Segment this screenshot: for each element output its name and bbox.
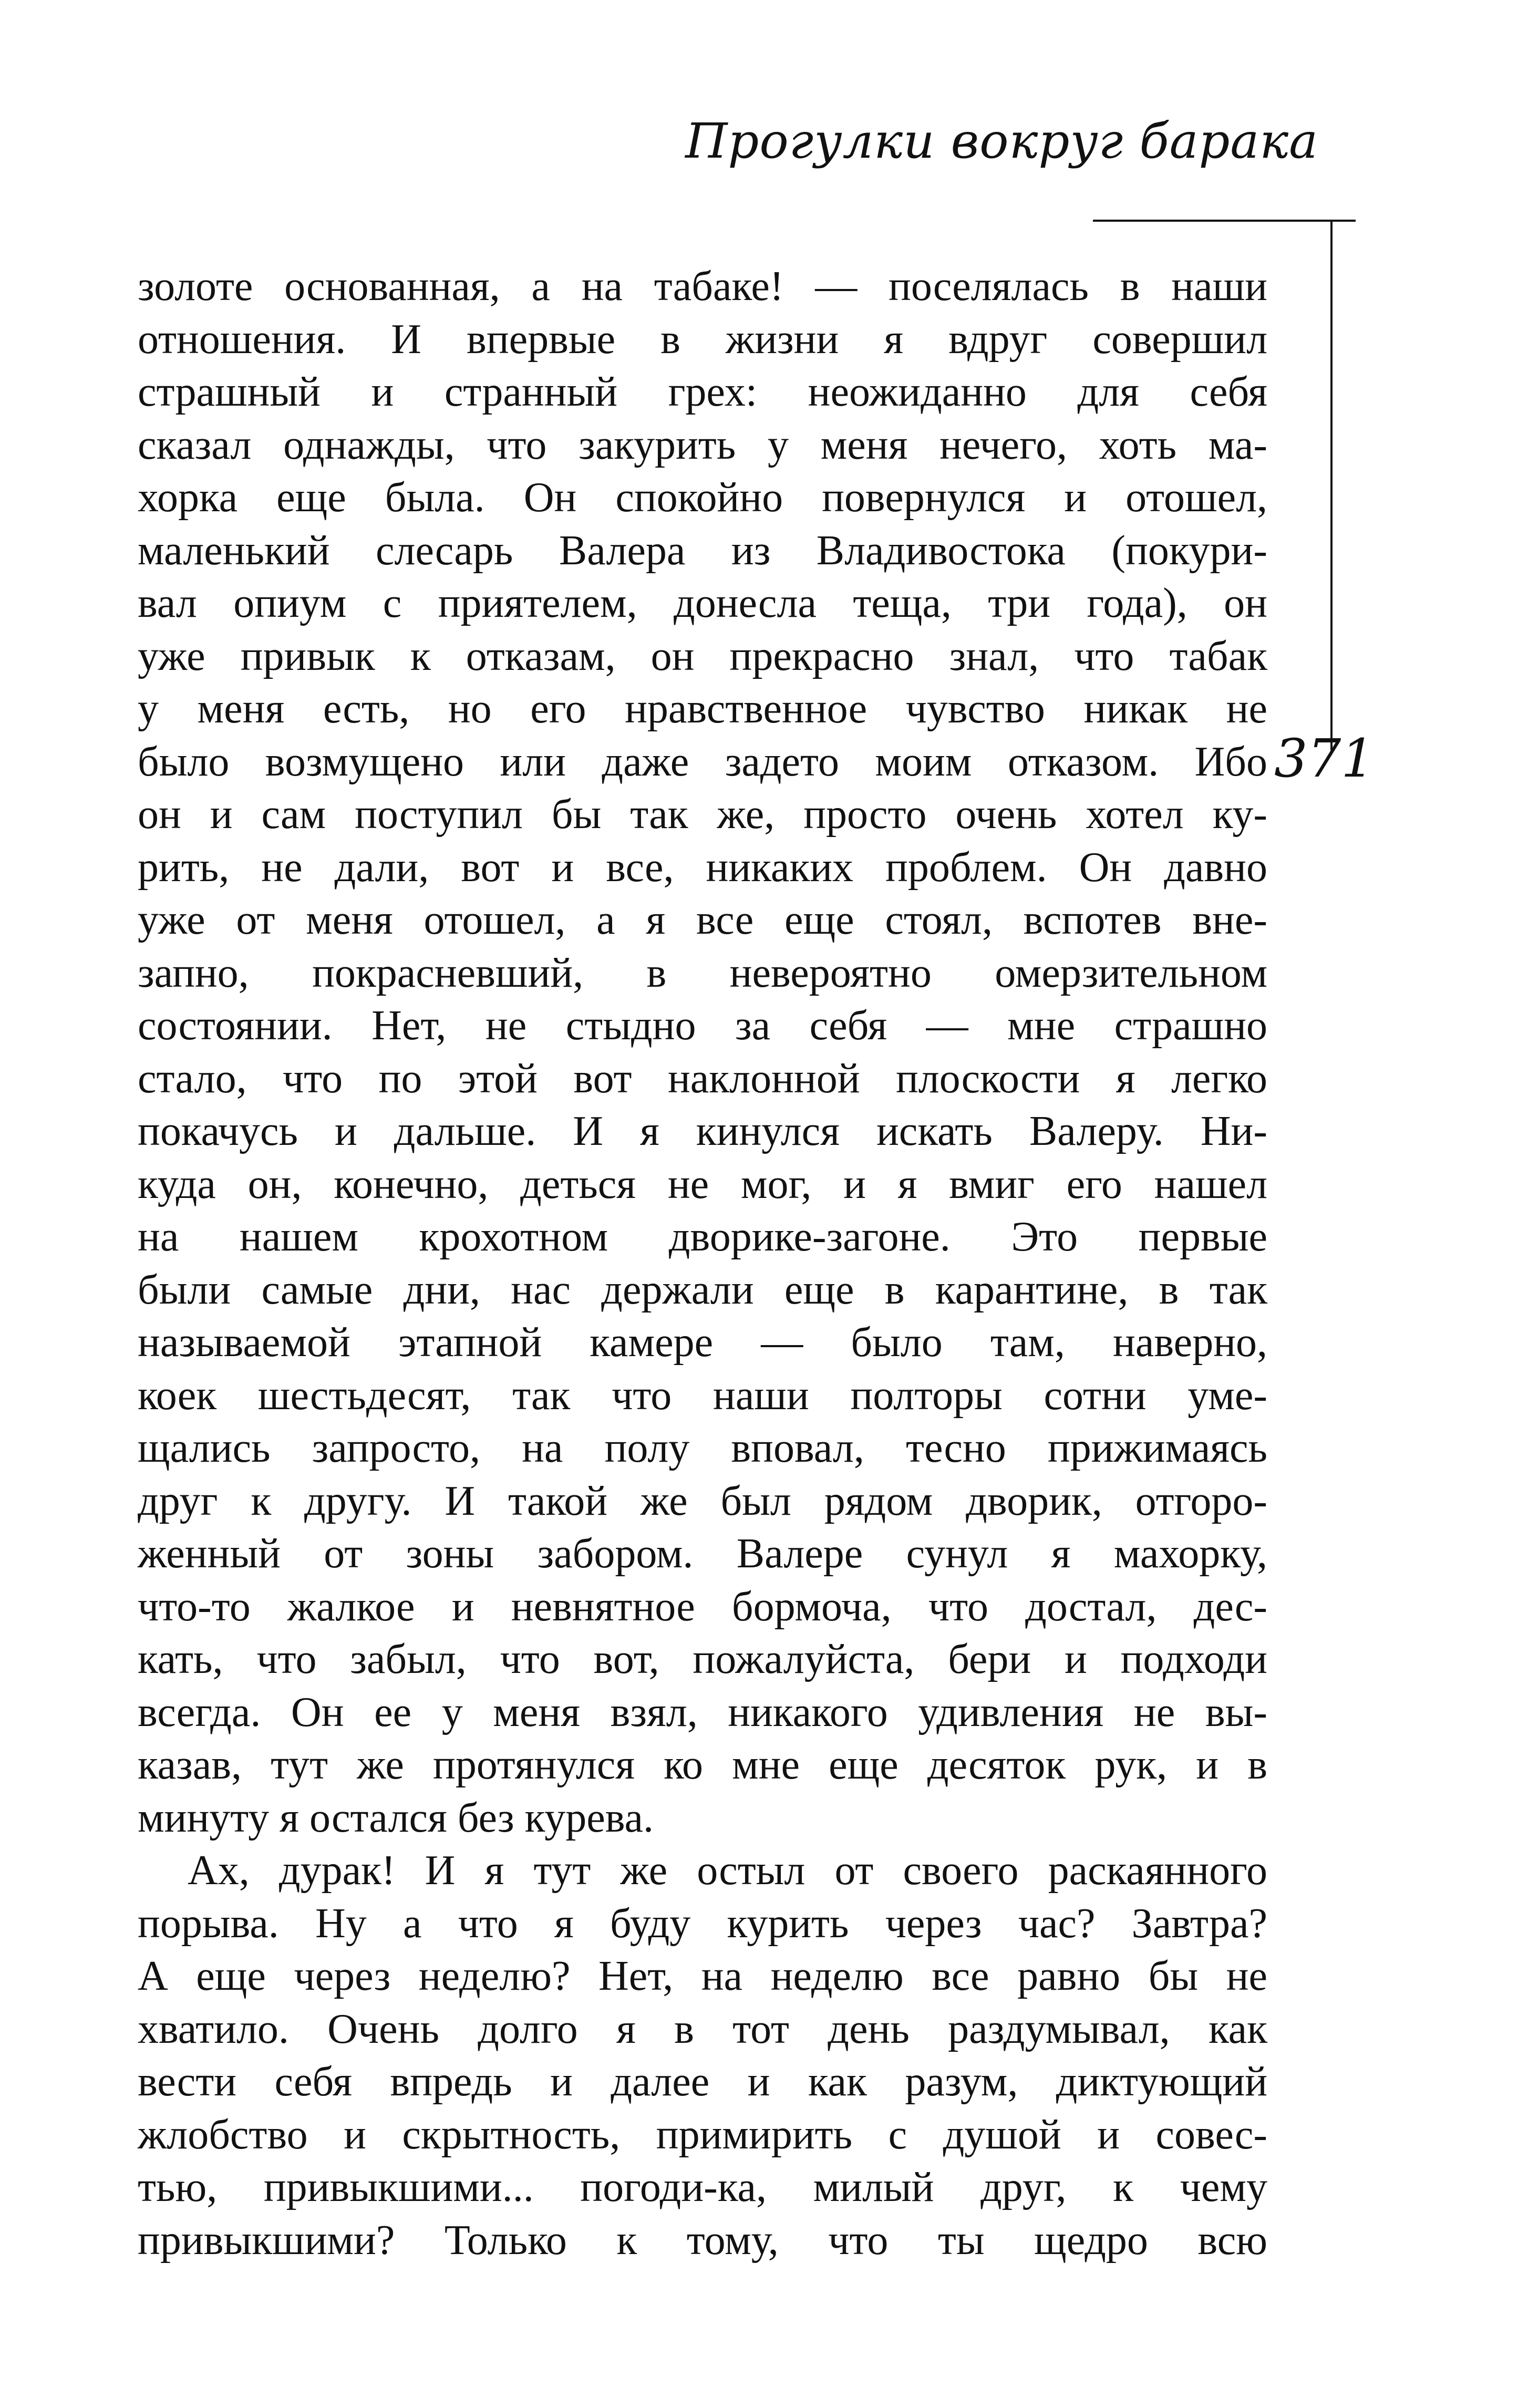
text-line: женный от зоны забором. Валере сунул я махорку, (138, 1531, 1267, 1577)
text-line: сказал однажды, что закурить у меня нечего, хоть ма- (138, 421, 1267, 468)
text-line: маленький слесарь Валера из Владивостока (покури- (138, 527, 1267, 574)
text-line: уже от меня отошел, а я все еще стоял, вспотев вне- (138, 897, 1267, 943)
header-rule-horizontal (1093, 220, 1356, 222)
text-line: были самые дни, нас держали еще в карантине, в так (138, 1266, 1267, 1313)
text-line: рить, не дали, вот и все, никаких проблем. Он давно (138, 844, 1267, 891)
paragraph (138, 1844, 1267, 2267)
text-line: покачусь и дальше. И я кинулся искать Валеру. Ни- (138, 1108, 1267, 1154)
text-line: запно, покрасневший, в невероятно омерзительном (138, 949, 1267, 996)
text-line: друг к другу. И такой же был рядом дворик, отгоро- (138, 1477, 1267, 1524)
text-line: куда он, конечно, деться не мог, и я вмиг его нашел (138, 1161, 1267, 1207)
text-line: порыва. Ну а что я буду курить через час? Завтра? (138, 1900, 1267, 1947)
text-line: кать, что забыл, что вот, пожалуйста, бери и подходи (138, 1636, 1267, 1682)
text-line: минуту я остался без курева. (138, 1794, 654, 1841)
text-line: хватило. Очень долго я в тот день раздумывал, как (138, 2006, 1267, 2052)
text-line: у меня есть, но его нравственное чувство никак не (138, 686, 1267, 732)
text-line: коек шестьдесят, так что наши полторы сотни уме- (138, 1372, 1267, 1419)
text-line: что-то жалкое и невнятное бормоча, что достал, дес- (138, 1583, 1267, 1630)
running-head: Прогулки вокруг барака (685, 113, 1318, 169)
text-line: отношения. И впервые в жизни я вдруг совершил (138, 316, 1267, 363)
text-line: Ах, дурак! И я тут же остыл от своего раскаянного (188, 1847, 1267, 1894)
text-line: страшный и странный грех: неожиданно для себя (138, 369, 1267, 415)
text-line: на нашем крохотном дворике-загоне. Это первые (138, 1214, 1267, 1260)
text-line: стало, что по этой вот наклонной плоскости я легко (138, 1055, 1267, 1102)
text-line: называемой этапной камере — было там, наверно, (138, 1319, 1267, 1366)
text-line: жлобство и скрытность, примирить с душой и совес- (138, 2111, 1267, 2158)
page-number: 371 (1274, 728, 1375, 789)
text-line: привыкшими? Только к тому, что ты щедро всю (138, 2217, 1267, 2264)
text-line: уже привык к отказам, он прекрасно знал, что табак (138, 633, 1267, 679)
body-text (138, 260, 1267, 2267)
header-rule-vertical (1330, 220, 1333, 750)
text-line: он и сам поступил бы так же, просто очень хотел ку- (138, 791, 1267, 838)
text-line: всегда. Он ее у меня взял, никакого удивления не вы- (138, 1689, 1267, 1735)
text-line: хорка еще была. Он спокойно повернулся и отошел, (138, 474, 1267, 521)
text-line: вести себя впредь и далее и как разум, диктующий (138, 2059, 1267, 2105)
paragraph (138, 260, 1267, 1844)
text-line: было возмущено или даже задето моим отказом. Ибо (138, 738, 1267, 785)
text-line: казав, тут же протянулся ко мне еще десяток рук, и в (138, 1742, 1267, 1788)
text-line: щались запросто, на полу вповал, тесно прижимаясь (138, 1425, 1267, 1471)
text-line: А еще через неделю? Нет, на неделю все равно бы не (138, 1953, 1267, 1999)
text-line: золоте основанная, а на табаке! — поселялась в наши (138, 263, 1267, 309)
text-line: тью, привыкшими... погоди-ка, милый друг, к чему (138, 2164, 1267, 2210)
text-line: состоянии. Нет, не стыдно за себя — мне страшно (138, 1003, 1267, 1049)
text-line: вал опиум с приятелем, донесла теща, три года), он (138, 580, 1267, 626)
